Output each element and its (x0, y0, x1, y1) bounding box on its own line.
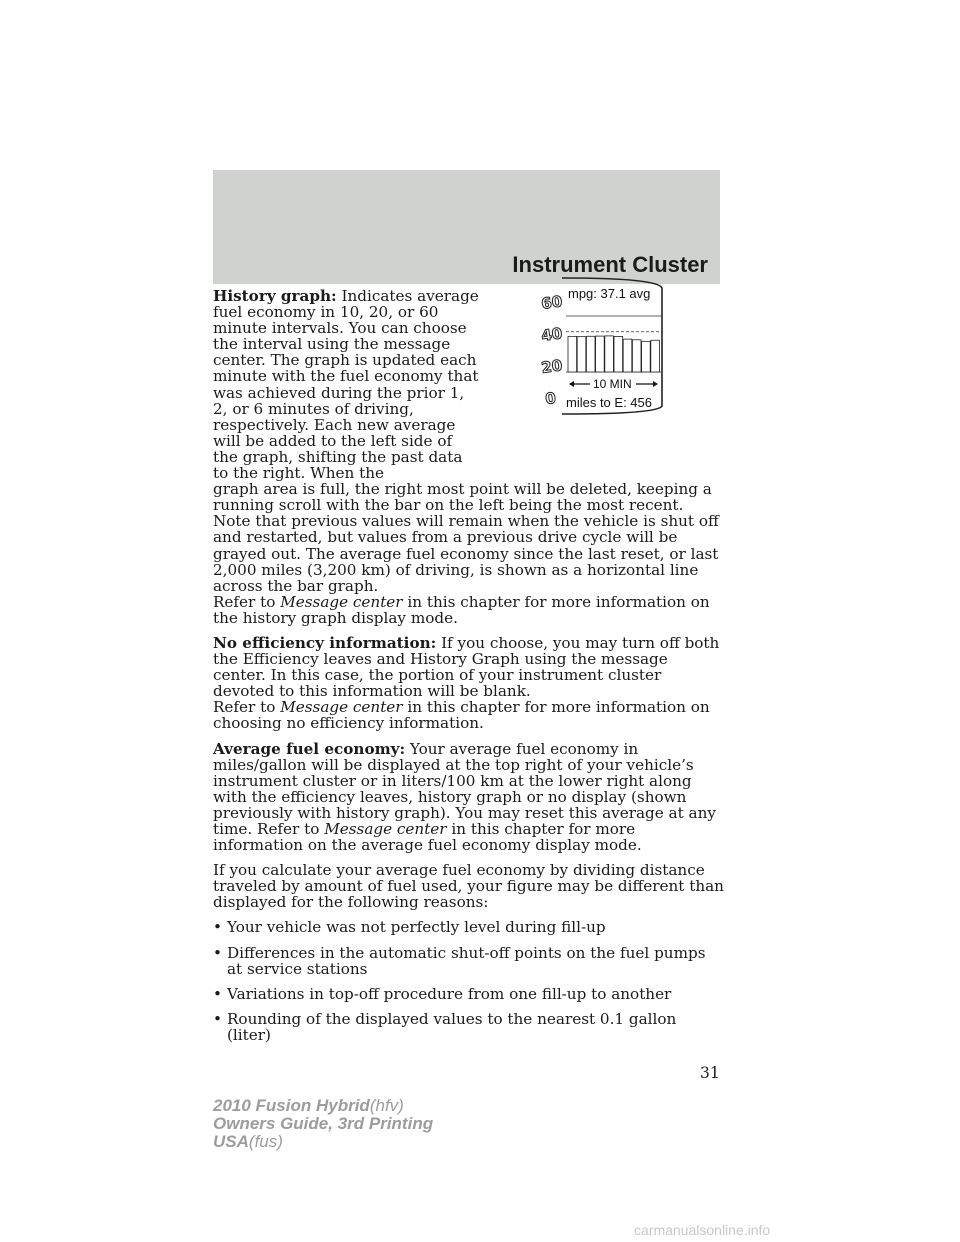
footer-line-1 (213, 1097, 433, 1115)
average-text-suffix: in this chapter for more information on the average fuel economy display mode. (213, 820, 642, 855)
range-label: miles to E: 456 (566, 395, 652, 410)
refer-prefix: Refer to (213, 698, 276, 717)
list-item (213, 945, 725, 977)
history-refer (213, 594, 725, 626)
no-efficiency-refer (213, 699, 725, 731)
history-paragraph-part-1 (213, 288, 481, 481)
list-item (213, 919, 725, 935)
scale-label-60: 60 (540, 292, 564, 313)
bullet: • (213, 984, 222, 1003)
refer-suffix: in this chapter for more information on choosing no efficiency information. (213, 698, 710, 733)
footer-line-2: Owners Guide, 3rd Printing (213, 1114, 434, 1133)
no-efficiency-text: If you choose, you may turn off both the Efficiency leaves and History Graph using the message center. In this case, the portion of your instrument cluster devoted to this information will be blank. (213, 633, 720, 701)
chapter-header-band (213, 170, 720, 284)
calculate-paragraph: If you calculate your average fuel economy by dividing distance traveled by amount of fuel used, your figure may be different than displayed for the following reasons: (213, 861, 724, 912)
list-item (213, 1011, 725, 1043)
page-number: 31 (700, 1064, 720, 1082)
average-text: Your average fuel economy in miles/gallon will be displayed at the top right of your vehicle’s instrument cluster or in liters/100 km at the lower right along with the efficiency leaves, history graph or no display (shown previously with history graph). You may reset this average at any time. Refer to (213, 739, 716, 838)
chapter-title: Instrument Cluster (512, 252, 708, 277)
bullet: • (213, 943, 222, 962)
message-center-reference: Message center (324, 820, 447, 838)
history-term: History graph: (213, 287, 337, 305)
interval-label: 10 MIN (593, 377, 632, 391)
refer-prefix: Refer to (213, 592, 276, 611)
message-center-reference: Message center (280, 698, 403, 717)
average-term: Average fuel economy: (213, 739, 406, 758)
no-efficiency-paragraph (213, 635, 725, 699)
watermark: carmanualsonline.info (634, 1222, 771, 1238)
scale-label-20: 20 (540, 356, 564, 377)
list-item-text: Differences in the automatic shut-off points on the fuel pumps at service stations (227, 943, 706, 978)
footer-model-code: (hfv) (369, 1096, 404, 1115)
page-body (213, 288, 725, 1052)
mpg-average-label: mpg: 37.1 avg (568, 286, 651, 301)
no-efficiency-term: No efficiency information: (213, 633, 437, 652)
footer-market: USA (213, 1132, 249, 1151)
average-paragraph (213, 741, 725, 854)
reasons-list (213, 919, 725, 1043)
footer-market-code: (fus) (248, 1132, 283, 1151)
footer-line-3 (213, 1133, 433, 1151)
bullet: • (213, 1009, 222, 1028)
history-text-1: Indicates average fuel economy in 10, 20, or 60 minute intervals. You can choose the interval using the message center. The graph is updated each minute with the fuel economy that was achieved during the prior 1, 2, or 6 minutes of driving, respectively. Each new average will be added to the left side of the graph, shifting the past data to the right. When the (213, 287, 479, 483)
footer-model: 2010 Fusion Hybrid (213, 1096, 370, 1115)
list-item-text: Your vehicle was not perfectly level during fill-up (227, 918, 606, 937)
refer-suffix: in this chapter for more information on the history graph display mode. (213, 592, 710, 627)
scale-label-40: 40 (540, 324, 564, 345)
footer (213, 1097, 433, 1151)
history-paragraph-part-2: graph area is full, the right most point will be deleted, keeping a running scroll with the bar on the left being the most recent. Note that previous values will remain when the vehicle is shut off and restarted, but values from a previous drive cycle will be grayed out. The average fuel economy since the last reset, or last 2,000 miles (3,200 km) of driving, is shown as a horizontal line across the bar graph. (213, 480, 719, 595)
bullet: • (213, 918, 222, 937)
message-center-reference: Message center (280, 592, 403, 611)
list-item-text: Rounding of the displayed values to the nearest 0.1 gallon (liter) (227, 1009, 677, 1044)
list-item-text: Variations in top-off procedure from one fill-up to another (227, 984, 672, 1003)
scale-label-0: 0 (544, 388, 557, 409)
list-item (213, 986, 725, 1002)
